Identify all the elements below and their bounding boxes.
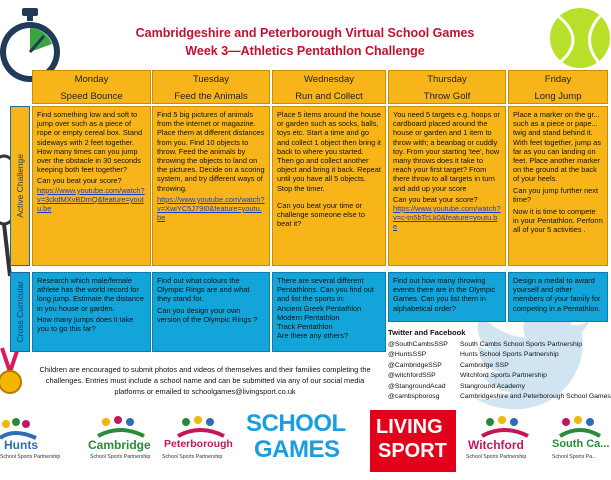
pentathlon-list-item: Modern Pentathlon — [277, 312, 340, 322]
social-handle[interactable]: @SouthCambsSSP — [388, 341, 448, 348]
cross-curricular-monday: Research which male/female athlete has the world record for long jump. Estimate the distance in you house or garden. How many jumps does it take you to go this far? — [32, 272, 151, 352]
social-name: Hunts School Sports Partnership — [460, 351, 559, 359]
active-challenge-friday: Place a marker on the gr... such as a piece or pape... twig and stand behind it. With feet together, jump as far as you can landing on feet. Place another marker on the ground at the back of your heels. Can you jump further next time? Now it is time to compete in your Pentathlon. Perform all of your 5 activities . — [508, 106, 608, 266]
social-handles — [388, 340, 448, 402]
pentathlon-list-item: Ancient Greek Pentathlon — [277, 303, 362, 313]
hunts-logo: Hunts School Sports Partnership — [0, 410, 80, 472]
cross-curricular-friday: Design a medal to award yourself and other members of your family for competing in a Pentathlon. — [508, 272, 608, 322]
social-handle[interactable]: @cambspborosg — [388, 393, 440, 401]
active-challenge-thursday: You need 5 targets e.g. hoops or cardboard placed around the house or garden and 1 item to throw with; a beanbag or cuddly toy. From your starting 'tee', how many throws does it take to reach your first target? From there throw to all targets in turn and add up your score Can you beat your score? https://www.youtube.com/watch?v=c-tn5bTcLk0&feature=youtu.be — [388, 106, 506, 266]
video-link-thursday[interactable]: https://www.youtube.com/watch?v=c-tn5bTcLk0&feature=youtu.be — [393, 204, 501, 232]
medal-icon — [0, 348, 24, 398]
day-header-friday: Friday Long Jump — [508, 70, 608, 104]
video-link-tuesday[interactable]: https://www.youtube.com/watch?v=XwiYC5J79I0&feature=youtu.be — [157, 194, 265, 223]
page-title: Cambridgeshire and Peterborough Virtual School Games — [135, 26, 475, 40]
active-challenge-monday: Find something low and soft to jump over such as a piece of rope or empty cereal box. Stand sideways with 2 feet together. How many times can you jump over the obstacle in 30 seconds keeping both feet together? Can you beat your score? https://www.youtube.com/watch?v=3ckdMXvBDmQ&feature=youtu.be — [32, 106, 151, 266]
day-header-thursday: Thursday Throw Golf — [388, 70, 506, 104]
day-header-wednesday: Wednesday Run and Collect — [272, 70, 386, 104]
tennis-ball-icon — [548, 4, 600, 74]
living-sport-logo: LIVING SPORT — [370, 410, 456, 472]
active-challenge-tuesday: Find 5 big pictures of animals from the internet or magazine. Place them at different distances from you. Find 10 objects to throw. Feed the animals by throwing the objects to land on the pictures. Decide on a scoring system, and try different ways of throwing. https://www.youtube.com/watch?v=XwiYC5J79I0&feature=youtu.be — [152, 106, 270, 266]
social-name: South Cambs School Sports Partnership — [460, 341, 583, 348]
cross-curricular-thursday: Find out how many throwing events there are in the Olympic Games. Can you list them in alphabetical order? — [388, 272, 506, 322]
page-subtitle: Week 3—Athletics Pentathlon Challenge — [185, 44, 425, 58]
social-title: Twitter and Facebook — [388, 328, 466, 337]
cross-curricular-tuesday: Find out what colours the Olympic Rings are and what they stand for. Can you design your own version of the Olympic Rings ? — [152, 272, 270, 352]
submission-info: Children are encouraged to submit photos and videos of themselves and their families completing the challenges. Entries must include a school name and can be submitted via any of our social media platforms or emailed to schoolgames@livingsport.co.uk — [39, 365, 371, 396]
peterborough-logo: Peterborough School Sports Partnership — [158, 410, 246, 472]
social-handle[interactable]: @StangroundAcad — [388, 382, 446, 390]
video-link-monday[interactable]: https://www.youtube.com/watch?v=3ckdMXvBDmQ&feature=youtu.be — [37, 185, 145, 214]
social-names — [460, 340, 611, 402]
witchford-logo: Witchford School Sports Partnership — [462, 410, 548, 472]
social-name: Cambridge SSP — [460, 361, 509, 369]
social-name: Witchford Sports Partnership — [460, 372, 547, 380]
school-games-logo: SCHOOL GAMES — [246, 410, 346, 463]
active-challenge-wednesday: Place 5 items around the house or garden such as socks, balls, toys etc. Start a time and go and collect 1 object then bring it back to where you started. Then go and collect another object and bring it back. Repeat until you have all 5 objects. Stop the timer. Can you beat your time or challenge someone else to beat it? — [272, 106, 386, 266]
social-name: Stanground Academy — [460, 382, 525, 390]
day-header-monday: Monday Speed Bounce — [32, 70, 151, 104]
social-name: Cambridgeshire and Peterborough School Games — [460, 393, 611, 401]
social-handle[interactable]: @CambridgeSSP — [388, 361, 442, 369]
social-handle[interactable]: @witchfordSSP — [388, 372, 436, 380]
cross-curricular-label: Cross Curricular — [10, 272, 30, 352]
south-cambs-logo: South Ca... School Sports Pa... — [550, 410, 600, 472]
cross-curricular-wednesday: There are several different Pentathlons. Can you find out and list the sports in: Ancient Greek Pentathlon Modern Pentathlon Track Pentathlon Are there any others? — [272, 272, 386, 352]
day-header-tuesday: Tuesday Feed the Animals — [152, 70, 270, 104]
social-handle[interactable]: @HuntsSSP — [388, 351, 427, 359]
cambridge-logo: Cambridge School Sports Partnership — [82, 410, 170, 472]
active-challenge-label: Active Challenge — [10, 106, 30, 266]
pentathlon-list-item: Track Pentathlon — [277, 322, 333, 332]
